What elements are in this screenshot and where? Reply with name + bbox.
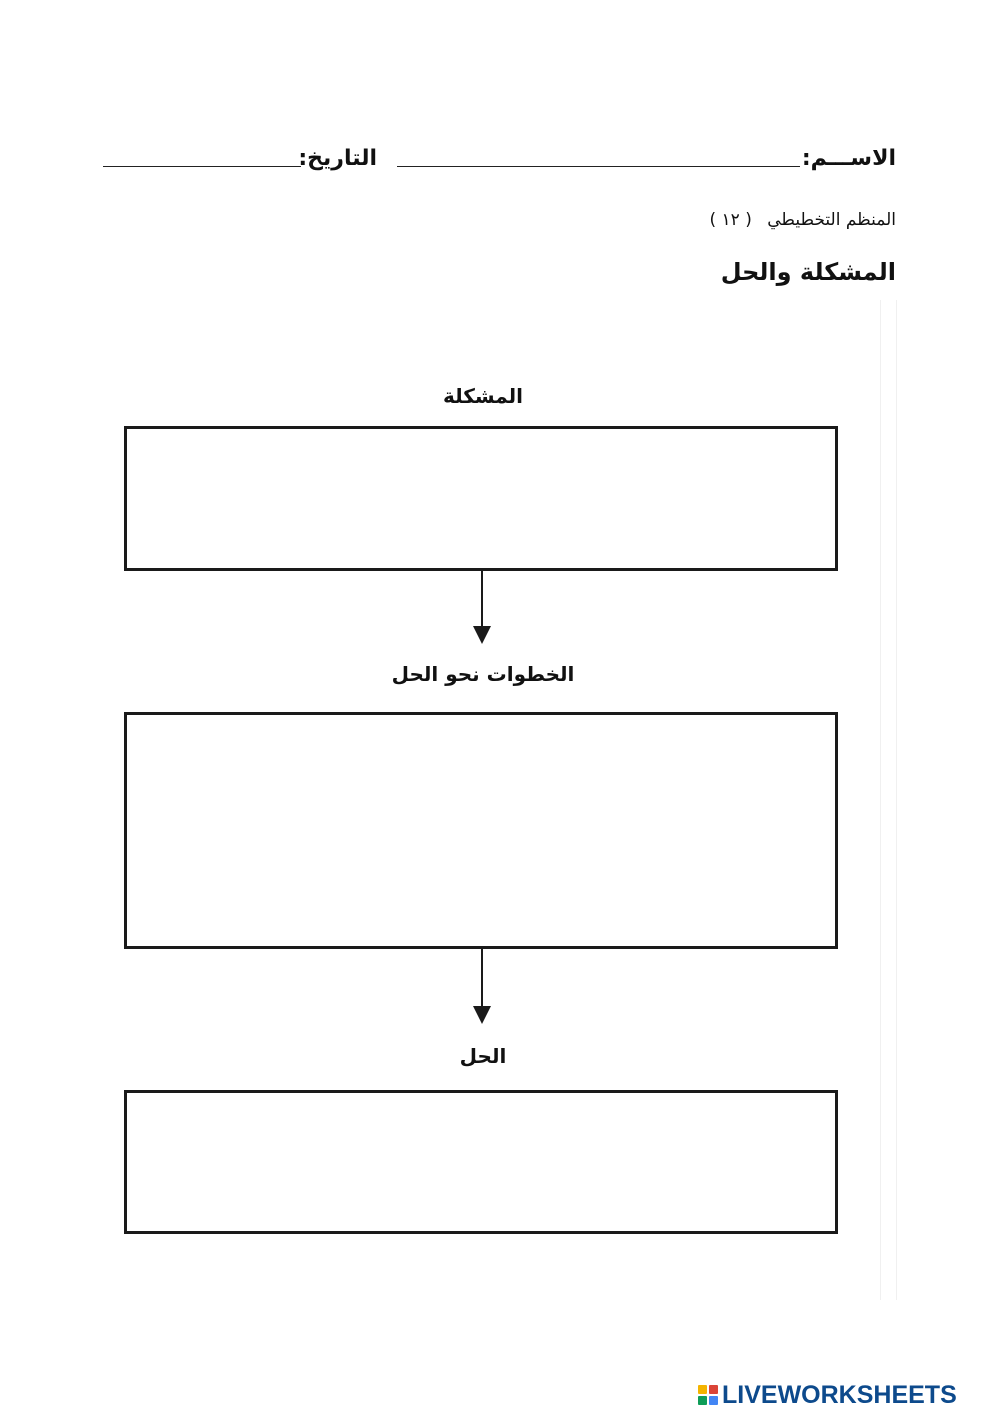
liveworksheets-logo-icon <box>698 1385 718 1405</box>
page-title: المشكلة والحل <box>720 258 896 286</box>
organizer-number: ( ١٢ ) <box>709 210 752 230</box>
steps-box[interactable] <box>124 712 838 949</box>
logo-square-blue <box>709 1396 718 1405</box>
name-label: الاســـم: <box>801 146 896 171</box>
arrow-down-icon <box>481 949 483 1007</box>
logo-square-green <box>698 1396 707 1405</box>
logo-square-red <box>709 1385 718 1394</box>
problem-box[interactable] <box>124 426 838 571</box>
date-label: التاريخ: <box>298 146 377 171</box>
scan-artifact-line <box>896 300 897 1300</box>
liveworksheets-brand: LIVEWORKSHEETS <box>722 1380 957 1409</box>
arrow-head-icon <box>473 626 491 644</box>
problem-label: المشكلة <box>442 384 524 408</box>
solution-label: الحل <box>459 1044 507 1068</box>
logo-square-yellow <box>698 1385 707 1394</box>
organizer-subtitle-text: المنظم التخطيطي <box>767 210 896 230</box>
organizer-subtitle <box>710 210 897 230</box>
arrow-head-icon <box>473 1006 491 1024</box>
scan-artifact-line <box>880 300 881 1300</box>
name-field-line[interactable] <box>397 166 800 167</box>
date-field-line[interactable] <box>103 166 301 167</box>
arrow-down-icon <box>481 571 483 626</box>
liveworksheets-logo <box>698 1380 957 1410</box>
steps-label: الخطوات نحو الحل <box>391 662 575 686</box>
solution-box[interactable] <box>124 1090 838 1234</box>
